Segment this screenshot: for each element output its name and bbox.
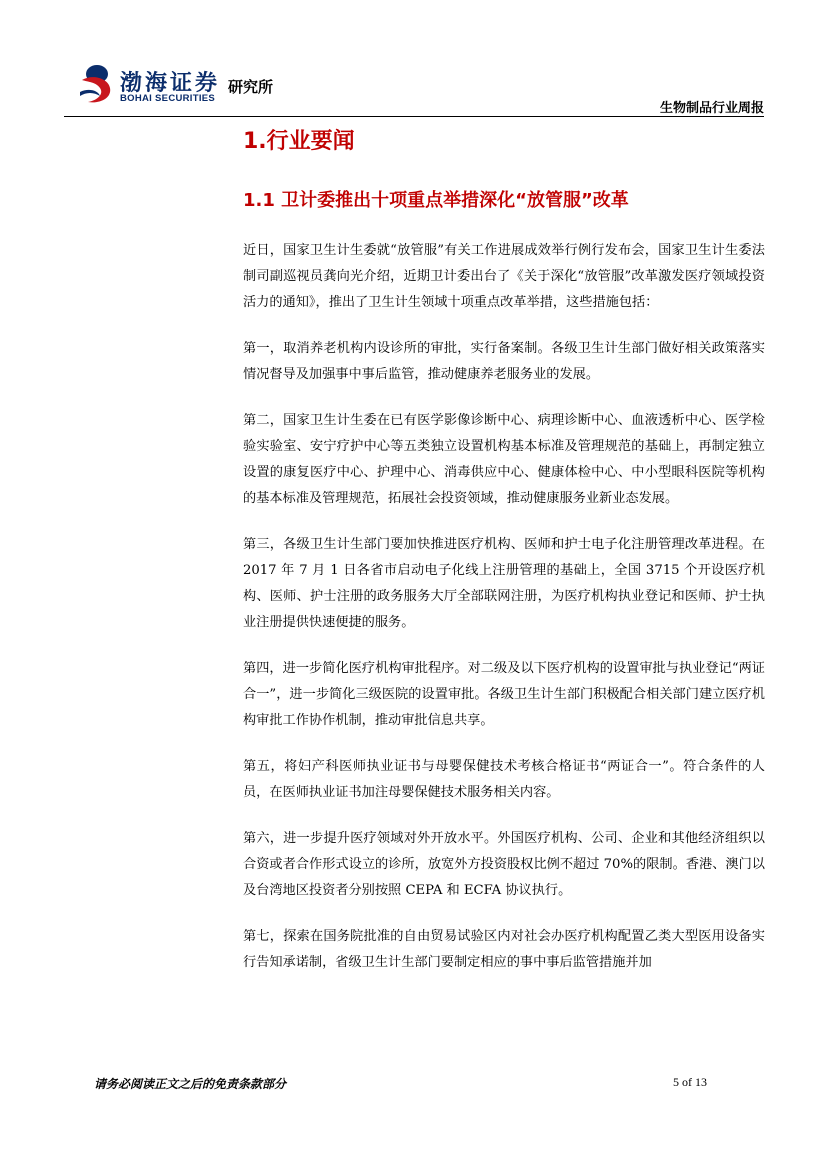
paragraph-measure-4: 第四，进一步简化医疗机构审批程序。对二级及以下医疗机构的设置审批与执业登记“两证合一”，进一步简化三级医院的设置审批。各级卫生计生部门积极配合相关部门建立医疗机构审批工作协作机制，推动审批信息共享。 bbox=[243, 661, 765, 728]
paragraph-measure-3: 第三，各级卫生计生部门要加快推进医疗机构、医师和护士电子化注册管理改革进程。在 2017 年 7 月 1 日各省市启动电子化线上注册管理的基础上，全国 3715 个开设医疗机构、医师、护士注册的政务服务大厅全部联网注册，为医疗机构执业登记和医师、护士执业注册提供快速便捷的服务。 bbox=[243, 537, 765, 630]
report-type: 生物制品行业周报 bbox=[659, 101, 764, 116]
paragraph-measure-7: 第七，探索在国务院批准的自由贸易试验区内对社会办医疗机构配置乙类大型医用设备实行告知承诺制，省级卫生计生部门要制定相应的事中事后监管措施并加 bbox=[243, 929, 765, 970]
bohai-logo-icon bbox=[78, 62, 114, 106]
page-header bbox=[64, 52, 764, 116]
company-name-en: BOHAI SECURITIES bbox=[120, 93, 216, 104]
institute-label: 研究所 bbox=[228, 78, 274, 96]
paragraph-measure-2: 第二，国家卫生计生委在已有医学影像诊断中心、病理诊断中心、血液透析中心、医学检验实验室、安宁疗护中心等五类独立设置机构基本标准及管理规范的基础上，再制定独立设置的康复医疗中心、护理中心、消毒供应中心、健康体检中心、中小型眼科医院等机构的基本标准及管理规范，拓展社会投资领域，推动健康服务业新业态发展。 bbox=[243, 413, 765, 506]
section-subtitle: 1.1 卫计委推出十项重点举措深化“放管服”改革 bbox=[243, 190, 629, 211]
paragraph-measure-1: 第一，取消养老机构内设诊所的审批，实行备案制。各级卫生计生部门做好相关政策落实情况督导及加强事中事后监管，推动健康养老服务业的发展。 bbox=[243, 341, 765, 382]
section-title: 1.行业要闻 bbox=[243, 129, 355, 154]
paragraph-measure-5: 第五，将妇产科医师执业证书与母婴保健技术考核合格证书“两证合一”。符合条件的人员，在医师执业证书加注母婴保健技术服务相关内容。 bbox=[243, 759, 765, 800]
paragraph-intro: 近日，国家卫生计生委就“放管服”有关工作进展成效举行例行发布会，国家卫生计生委法制司副巡视员龚向光介绍，近期卫计委出台了《关于深化“放管服”改革激发医疗领域投资活力的通知》，推出了卫生计生领域十项重点改革举措，这些措施包括： bbox=[243, 243, 765, 310]
header-divider bbox=[64, 116, 764, 117]
article-body bbox=[243, 238, 765, 996]
company-name-cn: 渤海证券 bbox=[120, 71, 221, 96]
disclaimer-note: 请务必阅读正文之后的免责条款部分 bbox=[94, 1077, 287, 1091]
page-number: 5 of 13 bbox=[673, 1075, 707, 1089]
paragraph-measure-6: 第六，进一步提升医疗领域对外开放水平。外国医疗机构、公司、企业和其他经济组织以合资或者合作形式设立的诊所，放宽外方投资股权比例不超过 70%的限制。香港、澳门以及台湾地区投资者分别按照 CEPA 和 ECFA 协议执行。 bbox=[243, 831, 765, 898]
